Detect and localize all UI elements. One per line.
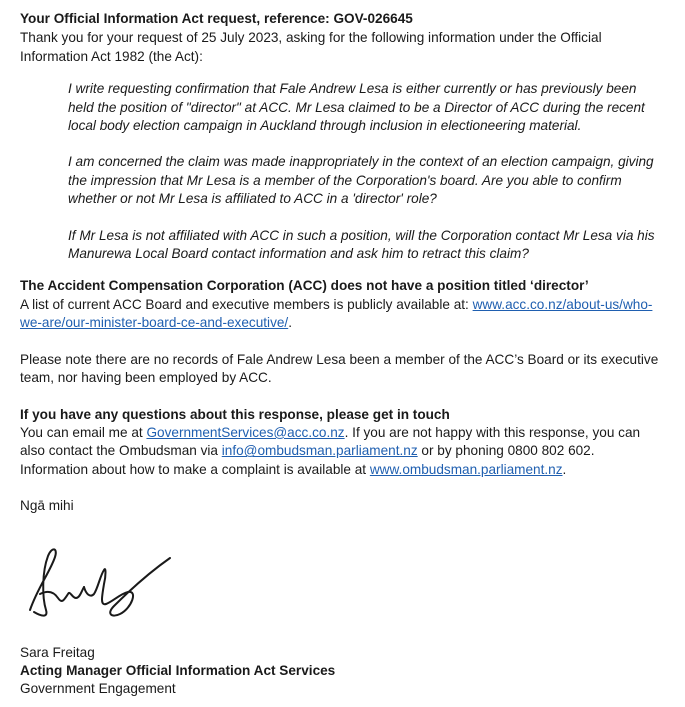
contact-heading: If you have any questions about this response, please get in touch [20,406,450,422]
contact-text-4: . [562,461,567,477]
handwritten-signature [20,532,665,632]
signatory-name: Sara Freitag [20,644,95,660]
contact-text-1: You can email me at [20,424,147,440]
acc-board-link[interactable]: www.acc.co.nz/about-us/who-we-are/our-minister-board-ce-and-executive/ [20,296,653,331]
quote-paragraph-2: I am concerned the claim was made inappropriately in the context of an election campaign, giving the impression that Mr Lesa is a member of the Corporation's board. Are you able to confirm whether or not Mr Lesa is affiliated to ACC in a 'director' role? [68,154,654,207]
request-intro: Thank you for your request of 25 July 2023, asking for the following information under the Official Information Act 1982 (the Act): [20,30,602,64]
government-services-email-link[interactable]: GovernmentServices@acc.co.nz [146,424,345,440]
contact-text [20,424,665,479]
response-heading: The Accident Compensation Corporation (ACC) does not have a position titled ‘director’ [20,278,589,294]
response-text-lead: A list of current ACC Board and executive members is publicly available at: [20,296,473,312]
signatory-title: Acting Manager Official Information Act Services [20,662,336,678]
letter-body [20,10,665,699]
signatory-department: Government Engagement [20,681,176,697]
ombudsman-website-link[interactable]: www.ombudsman.parliament.nz [369,461,563,477]
quote-paragraph-1: I write requesting confirmation that Fale Andrew Lesa is either currently or has previously been held the position of "director" at ACC. Mr Lesa claimed to be a Director of ACC during the recent local body election campaign in Auckland through inclusion in electioneering material. [68,81,645,134]
closing-greeting: Ngā mihi [20,498,74,514]
signatory-block [20,644,665,699]
quote-paragraph-3: If Mr Lesa is not affiliated with ACC in such a position, will the Corporation contact Mr Lesa via his Manurewa Local Board contact information and ask him to retract this claim? [68,227,655,262]
quoted-request [20,80,665,263]
records-note: Please note there are no records of Fale Andrew Lesa been a member of the ACC’s Board or its executive team, nor having been employed by ACC. [20,351,659,386]
request-title: Your Official Information Act request, reference: GOV-026645 [20,11,413,26]
signature-image [20,532,190,632]
contact-section [20,406,665,480]
ombudsman-email-link[interactable]: info@ombudsman.parliament.nz [221,443,418,459]
response-section [20,277,665,332]
response-text [20,296,665,333]
contact-text-2: . If you are not happy with this response, you can also contact the Ombudsman via [20,424,641,459]
contact-text-3: or by phoning 0800 802 602. Information about how to make a complaint is available at [20,443,595,477]
response-text-end: . [288,315,292,331]
